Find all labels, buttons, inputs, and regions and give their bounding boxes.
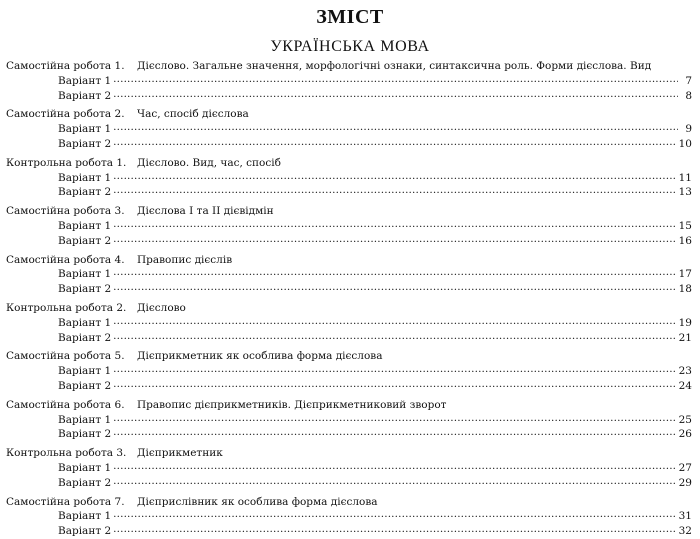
variant-label: Варіант 1 <box>58 461 112 474</box>
variant-label: Варіант 1 <box>58 365 112 378</box>
page-number: 16 <box>678 234 692 247</box>
page-number: 32 <box>678 525 692 538</box>
variant-label: Варіант 1 <box>58 268 112 281</box>
dot-leader <box>113 411 676 426</box>
page-number: 18 <box>678 283 692 296</box>
variant-label: Варіант 2 <box>58 525 112 538</box>
work-label: Самостійна робота 5. <box>6 350 125 363</box>
work-topic: Дієприслівник як особлива форма дієслова <box>137 495 378 508</box>
dot-leader <box>113 474 676 489</box>
dot-leader <box>113 377 676 392</box>
page-title: ЗМІСТ <box>316 6 384 28</box>
dot-leader <box>113 217 676 232</box>
page-number: 8 <box>685 89 692 102</box>
page-number: 31 <box>678 510 692 523</box>
dot-leader <box>113 459 676 474</box>
page-number: 13 <box>678 186 692 199</box>
work-label: Самостійна робота 2. <box>6 108 125 121</box>
variant-label: Варіант 2 <box>58 234 112 247</box>
toc-variant-row[interactable] <box>6 427 694 442</box>
work-topic: Правопис дієслів <box>137 253 233 266</box>
dot-leader <box>113 280 676 295</box>
dot-leader <box>113 135 676 150</box>
toc-entry <box>6 495 694 539</box>
work-topic: Дієслово. Загальне значення, морфологічні ознаки, синтаксична роль. Форми дієслова. Вид <box>137 60 652 72</box>
toc-entry <box>6 349 694 393</box>
work-topic: Дієслово. Вид, час, спосіб <box>137 156 281 169</box>
work-topic: Дієприкметник <box>137 447 223 460</box>
work-label: Самостійна робота 3. <box>6 205 125 218</box>
toc-variant-row[interactable] <box>6 476 694 491</box>
dot-leader <box>113 169 676 184</box>
page-number: 25 <box>678 413 692 426</box>
toc-entry <box>6 301 694 345</box>
variant-label: Варіант 1 <box>58 510 112 523</box>
toc-variant-row[interactable] <box>6 137 694 152</box>
dot-leader <box>113 362 676 377</box>
dot-leader <box>113 72 678 87</box>
variant-label: Варіант 1 <box>58 316 112 329</box>
variant-label: Варіант 2 <box>58 379 112 392</box>
variant-label: Варіант 2 <box>58 331 112 344</box>
work-topic: Час, спосіб дієслова <box>137 108 249 121</box>
toc-entry <box>6 253 694 297</box>
dot-leader <box>113 265 676 280</box>
variant-label: Варіант 2 <box>58 137 112 150</box>
variant-label: Варіант 2 <box>58 89 112 102</box>
dot-leader <box>113 425 676 440</box>
work-label: Контрольна робота 2. <box>6 301 127 314</box>
toc-entry <box>6 59 694 103</box>
page-number: 15 <box>678 219 692 232</box>
page-number: 10 <box>678 137 692 150</box>
toc-variant-row[interactable] <box>6 331 694 346</box>
variant-label: Варіант 1 <box>58 74 112 87</box>
work-label: Самостійна робота 7. <box>6 495 125 508</box>
work-topic: Дієслова І та ІІ дієвідмін <box>137 205 274 218</box>
dot-leader <box>113 522 676 537</box>
variant-label: Варіант 1 <box>58 123 112 136</box>
toc-variant-row[interactable] <box>6 89 694 104</box>
variant-label: Варіант 2 <box>58 428 112 441</box>
work-label: Контрольна робота 3. <box>6 447 127 460</box>
page-number: 9 <box>685 123 692 136</box>
work-label: Контрольна робота 1. <box>6 156 127 169</box>
dot-leader <box>113 232 676 247</box>
page-number: 24 <box>678 379 692 392</box>
work-topic: Дієслово <box>137 301 186 314</box>
variant-label: Варіант 1 <box>58 413 112 426</box>
work-label: Самостійна робота 4. <box>6 253 125 266</box>
toc-entry <box>6 107 694 151</box>
work-label: Самостійна робота 1. <box>6 60 125 72</box>
toc-variant-row[interactable] <box>6 185 694 200</box>
toc-entry <box>6 398 694 442</box>
dot-leader <box>113 87 678 102</box>
dot-leader <box>113 183 676 198</box>
page-number: 23 <box>678 365 692 378</box>
page-number: 26 <box>678 428 692 441</box>
toc-variant-row[interactable] <box>6 282 694 297</box>
toc-variant-row[interactable] <box>6 524 694 539</box>
page-number: 27 <box>678 461 692 474</box>
variant-label: Варіант 2 <box>58 476 112 489</box>
page-number: 29 <box>678 476 692 489</box>
dot-leader <box>113 329 676 344</box>
toc-entry <box>6 156 694 200</box>
work-label: Самостійна робота 6. <box>6 398 125 411</box>
section-heading: УКРАЇНСЬКА МОВА <box>270 38 430 55</box>
work-topic: Правопис дієприкметників. Дієприкметниковий зворот <box>137 398 447 411</box>
dot-leader <box>113 120 678 135</box>
dot-leader <box>113 507 676 522</box>
work-topic: Дієприкметник як особлива форма дієслова <box>137 350 383 363</box>
variant-label: Варіант 1 <box>58 171 112 184</box>
toc-variant-row[interactable] <box>6 379 694 394</box>
page-number: 7 <box>685 74 692 87</box>
variant-label: Варіант 1 <box>58 219 112 232</box>
toc-variant-row[interactable] <box>6 234 694 249</box>
variant-label: Варіант 2 <box>58 283 112 296</box>
variant-label: Варіант 2 <box>58 186 112 199</box>
page-number: 21 <box>678 331 692 344</box>
dot-leader <box>113 314 676 329</box>
toc-entry <box>6 204 694 248</box>
page-number: 19 <box>678 316 692 329</box>
toc-list <box>6 59 694 539</box>
page-number: 17 <box>678 268 692 281</box>
toc-entry <box>6 446 694 490</box>
page-number: 11 <box>678 171 692 184</box>
